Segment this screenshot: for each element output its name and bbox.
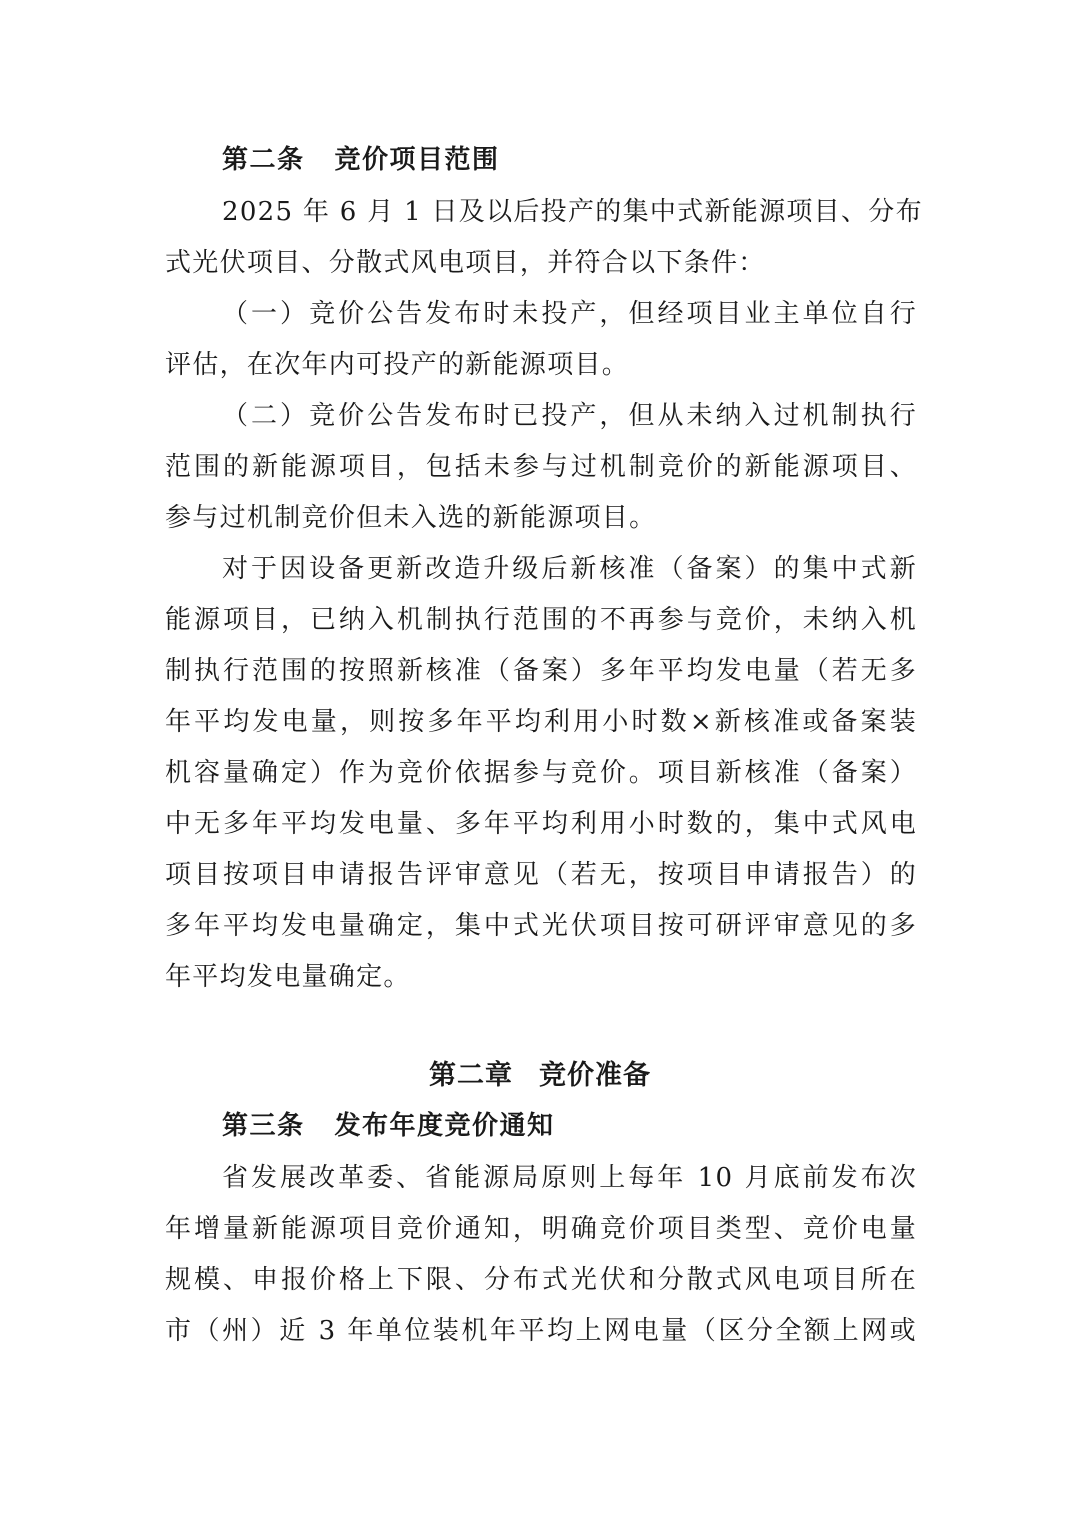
paragraph-line: 制执行范围的按照新核准（备案）多年平均发电量（若无多 — [165, 656, 917, 686]
article-title: 发布年度竞价通知 — [334, 1111, 555, 1141]
chapter-number: 第二章 — [429, 1060, 513, 1091]
paragraph-line: 年平均发电量，则按多年平均利用小时数×新核准或备案装 — [165, 707, 917, 737]
paragraph-line: 评估，在次年内可投产的新能源项目。 — [165, 350, 630, 380]
paragraph-line: 省发展改革委、省能源局原则上每年 10 月底前发布次 — [222, 1163, 917, 1193]
paragraph-line: 年增量新能源项目竞价通知，明确竞价项目类型、竞价电量 — [165, 1214, 917, 1244]
article-title: 竞价项目范围 — [334, 145, 500, 175]
paragraph-line: 中无多年平均发电量、多年平均利用小时数的，集中式风电 — [165, 809, 917, 839]
paragraph-line: 年平均发电量确定。 — [165, 962, 411, 992]
paragraph-line: 范围的新能源项目，包括未参与过机制竞价的新能源项目、 — [165, 452, 917, 482]
paragraph-line: 规模、申报价格上下限、分布式光伏和分散式风电项目所在 — [165, 1265, 917, 1295]
paragraph-line: 对于因设备更新改造升级后新核准（备案）的集中式新 — [222, 554, 917, 584]
paragraph-line: 2025 年 6 月 1 日及以后投产的集中式新能源项目、分布 — [222, 197, 923, 227]
paragraph-line: 式光伏项目、分散式风电项目，并符合以下条件： — [165, 248, 766, 278]
paragraph-line: （一）竞价公告发布时未投产，但经项目业主单位自行 — [222, 299, 917, 329]
paragraph-line: 市（州）近 3 年单位装机年平均上网电量（区分全额上网或 — [165, 1316, 917, 1346]
paragraph-line: 能源项目，已纳入机制执行范围的不再参与竞价，未纳入机 — [165, 605, 917, 635]
paragraph-line: 多年平均发电量确定，集中式光伏项目按可研评审意见的多 — [165, 911, 917, 941]
article-heading — [222, 1109, 555, 1143]
article-number: 第三条 — [222, 1111, 305, 1141]
paragraph-line: （二）竞价公告发布时已投产，但从未纳入过机制执行 — [222, 401, 917, 431]
paragraph-line: 参与过机制竞价但未入选的新能源项目。 — [165, 503, 657, 533]
article-heading — [222, 143, 500, 177]
chapter-title: 竞价准备 — [539, 1060, 651, 1091]
paragraph-line: 机容量确定）作为竞价依据参与竞价。项目新核准（备案） — [165, 758, 917, 788]
article-number: 第二条 — [222, 145, 305, 175]
chapter-heading — [0, 1058, 1080, 1094]
paragraph-line: 项目按项目申请报告评审意见（若无，按项目申请报告）的 — [165, 860, 917, 890]
